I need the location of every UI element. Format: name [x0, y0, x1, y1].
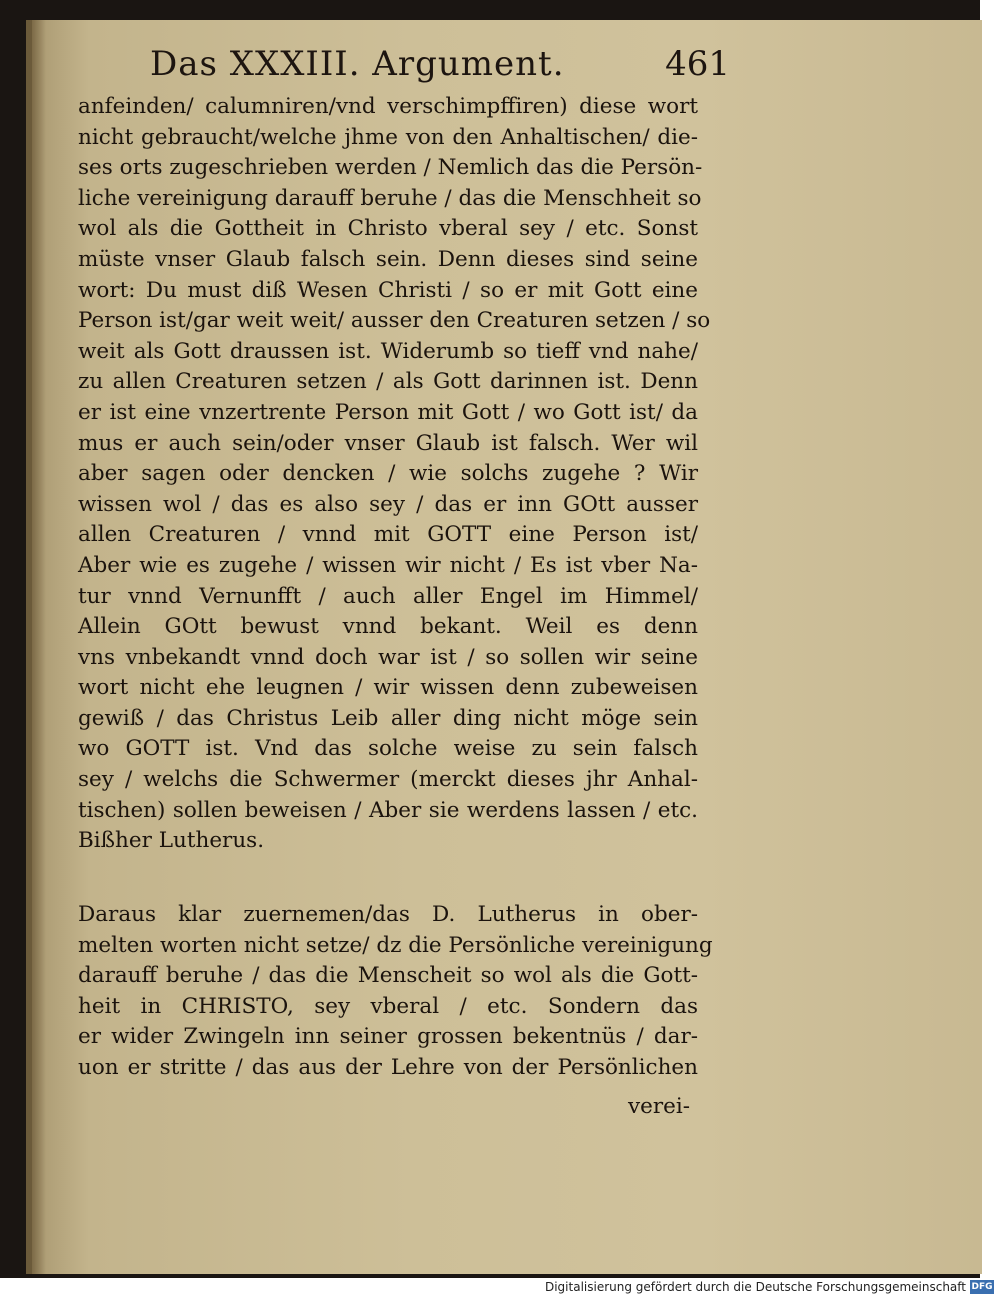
text-line: Daraus klar zuernemen/das D. Lutherus in ober- [78, 902, 698, 927]
text-line: darauff beruhe / das die Menscheit so wol als die Gott- [78, 963, 698, 989]
text-line: nicht gebraucht/welche jhme von den Anhaltischen/ die- [78, 124, 698, 150]
paragraph-1 [78, 92, 711, 857]
text-line: zu allen Creaturen setzen / als Gott darinnen ist. Denn [78, 369, 698, 395]
text-line: gewiß / das Christus Leib aller ding nicht möge sein [78, 705, 698, 731]
text-line: vns vnbekandt vnnd doch war ist / so sollen wir seine [78, 644, 698, 670]
paragraph-2 [78, 900, 713, 1084]
page-number: 461 [665, 44, 730, 84]
text-line: Bißher Lutherus. [78, 828, 265, 854]
text-line: Aber wie es zugehe / wissen wir nicht / Es ist vber Na- [78, 552, 698, 578]
running-head [150, 44, 730, 90]
text-line: sey / welchs die Schwermer (merckt dieses jhr Anhal- [78, 767, 698, 793]
text-line: müste vnser Glaub falsch sein. Denn dieses sind seine [78, 246, 698, 272]
footer [0, 1278, 1000, 1298]
text-line: wort: Du must diß Wesen Christi / so er mit Gott eine [78, 277, 698, 303]
text-line: wo GOTT ist. Vnd das solche weise zu sein falsch [78, 736, 698, 762]
text-line: wissen wol / das es also sey / das er inn GOtt ausser [78, 491, 698, 517]
text-line: Allein GOtt bewust vnnd bekant. Weil es denn [78, 614, 698, 640]
text-line: tischen) sollen beweisen / Aber sie werdens lassen / etc. [78, 797, 698, 823]
text-line: er ist eine vnzertrente Person mit Gott / wo Gott ist/ da [78, 399, 698, 425]
text-line: liche vereinigung darauff beruhe / das die Menschheit so [78, 185, 702, 211]
text-line: er wider Zwingeln inn seiner grossen bekentnüs / dar- [78, 1024, 698, 1050]
text-line: allen Creaturen / vnnd mit GOTT eine Person ist/ [78, 522, 698, 548]
text-line: wol als die Gottheit in Christo vberal sey / etc. Sonst [78, 216, 698, 242]
text-line: melten worten nicht setze/ dz die Persönliche vereinigung [78, 932, 713, 958]
page-binding-edge [32, 20, 46, 1274]
catchword: verei- [628, 1094, 691, 1119]
text-line: ses orts zugeschrieben werden / Nemlich das die Persön- [78, 155, 703, 181]
dfg-logo: DFG [971, 1282, 993, 1292]
text-line: uon er stritte / das aus der Lehre von der Persönlichen [78, 1054, 698, 1080]
text-line: aber sagen oder dencken / wie solchs zugehe ? Wir [78, 461, 698, 487]
text-line: weit als Gott draussen ist. Widerumb so tieff vnd nahe/ [78, 338, 698, 364]
running-title: Das XXXIII. Argument. [150, 44, 565, 84]
text-line: mus er auch sein/oder vnser Glaub ist falsch. Wer wil [78, 430, 698, 456]
text-line: wort nicht ehe leugnen / wir wissen denn zubeweisen [78, 675, 698, 701]
text-line: tur vnnd Vernunfft / auch aller Engel im Himmel/ [78, 583, 698, 609]
text-line: heit in CHRISTO, sey vberal / etc. Sondern das [78, 993, 698, 1019]
text-line: Person ist/gar weit weit/ ausser den Creaturen setzen / so [78, 308, 711, 334]
funding-credit: Digitalisierung gefördert durch die Deutsche Forschungsgemeinschaft [544, 1280, 966, 1294]
text-line: anfeinden/ calumniren/vnd verschimpffiren) diese wort [78, 94, 698, 119]
